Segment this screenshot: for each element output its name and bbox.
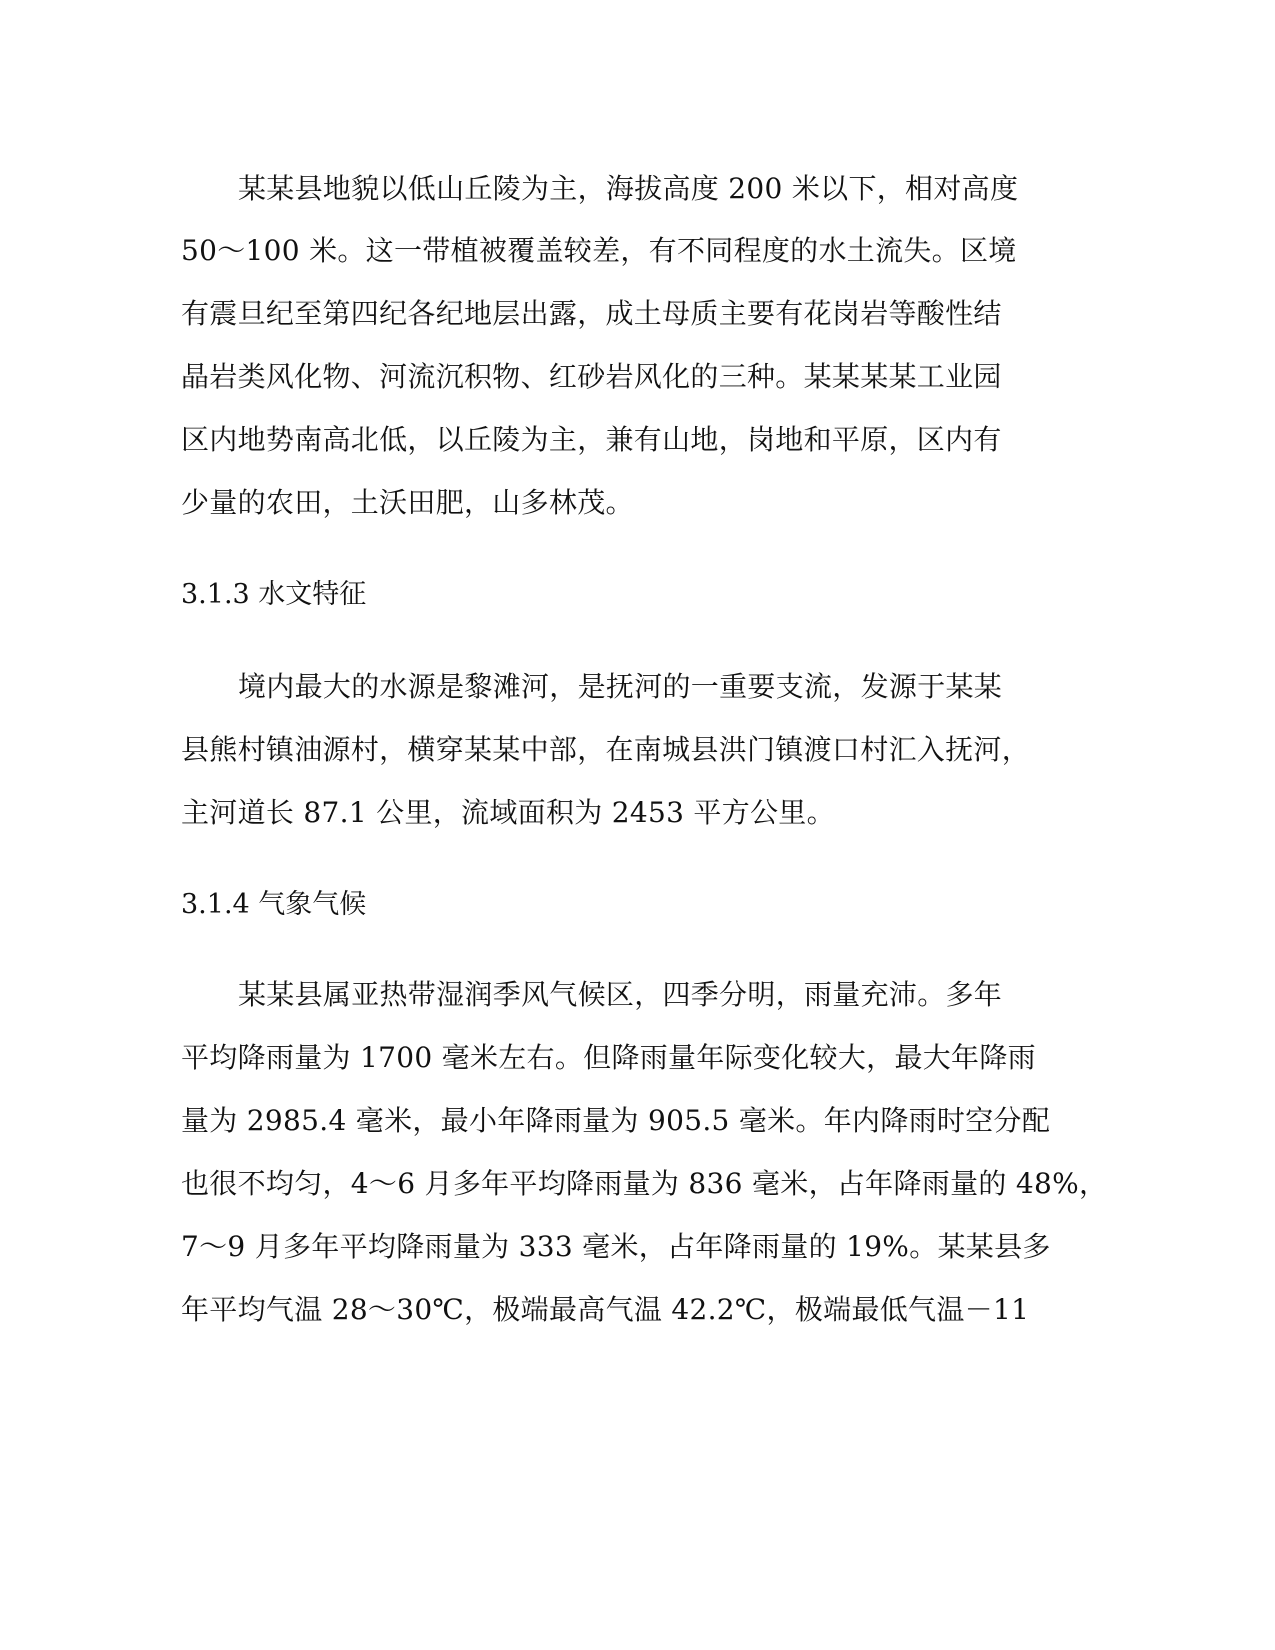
paragraph-2-line-3: 主河道长 87.1 公里，流域面积为 2453 平方公里。 <box>181 796 835 829</box>
paragraph-3-line-2: 平均降雨量为 1700 毫米左右。但降雨量年际变化较大，最大年降雨 <box>181 1041 1036 1074</box>
paragraph-1-line-3: 有震旦纪至第四纪各纪地层出露，成土母质主要有花岗岩等酸性结 <box>181 297 1002 330</box>
paragraph-2-line-1: 境内最大的水源是黎滩河，是抚河的一重要支流，发源于某某 <box>238 670 1003 703</box>
paragraph-1-line-5: 区内地势南高北低，以丘陵为主，兼有山地，岗地和平原，区内有 <box>181 423 1002 456</box>
paragraph-1-line-6: 少量的农田，土沃田肥，山多林茂。 <box>181 486 634 519</box>
section-heading-3-1-3: 3.1.3 水文特征 <box>181 579 367 610</box>
paragraph-3-line-1: 某某县属亚热带湿润季风气候区，四季分明，雨量充沛。多年 <box>238 978 1003 1011</box>
paragraph-1-line-4: 晶岩类风化物、河流沉积物、红砂岩风化的三种。某某某某工业园 <box>181 360 1002 393</box>
paragraph-2-line-2: 县熊村镇油源村，横穿某某中部，在南城县洪门镇渡口村汇入抚河， <box>181 733 1031 766</box>
paragraph-3-line-5: 7～9 月多年平均降雨量为 333 毫米，占年降雨量的 19%。某某县多 <box>181 1230 1051 1263</box>
paragraph-3-line-4: 也很不均匀，4～6 月多年平均降雨量为 836 毫米，占年降雨量的 48%， <box>181 1167 1108 1200</box>
section-heading-3-1-4: 3.1.4 气象气候 <box>181 889 367 920</box>
paragraph-1-line-2: 50～100 米。这一带植被覆盖较差，有不同程度的水土流失。区境 <box>181 234 1017 267</box>
paragraph-3-line-3: 量为 2985.4 毫米，最小年降雨量为 905.5 毫米。年内降雨时空分配 <box>181 1104 1051 1137</box>
paragraph-1-line-1: 某某县地貌以低山丘陵为主，海拔高度 200 米以下，相对高度 <box>238 172 1019 205</box>
paragraph-3-line-6: 年平均气温 28～30℃，极端最高气温 42.2℃，极端最低气温－11 <box>181 1293 1030 1326</box>
